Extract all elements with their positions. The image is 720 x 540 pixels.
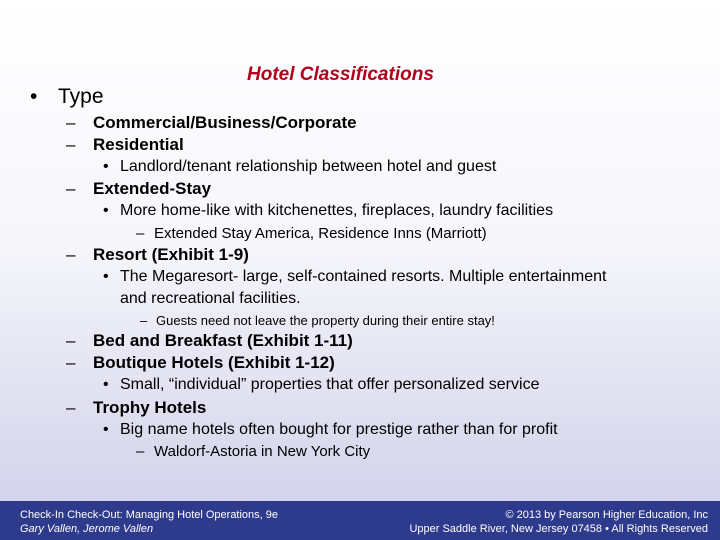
- list-item-residential: [66, 135, 184, 155]
- type-bullet: [30, 85, 104, 109]
- bullet-dot: •: [103, 268, 109, 285]
- slide-title: Hotel Classifications: [247, 64, 434, 85]
- item-text: and recreational facilities.: [120, 290, 301, 307]
- item-text: Extended-Stay: [93, 179, 212, 198]
- list-item-resort: [66, 245, 249, 265]
- dash-mark: –: [66, 398, 76, 417]
- list-subitem-home-like: [103, 202, 553, 220]
- list-subitem-megaresort-cont: [120, 290, 301, 308]
- item-text: More home-like with kitchenettes, fireplaces, laundry facilities: [120, 202, 554, 219]
- item-text: Trophy Hotels: [93, 398, 207, 417]
- list-subitem-megaresort: [103, 268, 606, 286]
- publisher-address: Upper Saddle River, New Jersey 07458 • All Rights Reserved: [409, 523, 708, 535]
- item-text: Resort (Exhibit 1-9): [93, 245, 249, 264]
- type-label: Type: [58, 85, 104, 108]
- list-item-trophy: [66, 398, 206, 418]
- list-subitem-small-individual: [103, 376, 539, 394]
- slide-footer: [0, 501, 720, 540]
- bullet-dot: •: [103, 158, 109, 175]
- dash-mark: –: [66, 353, 76, 372]
- list-item-boutique: [66, 353, 335, 373]
- item-text: Commercial/Business/Corporate: [93, 113, 357, 132]
- dash-mark: –: [136, 443, 145, 460]
- dash-mark: –: [66, 245, 76, 264]
- dash-mark: –: [66, 113, 76, 132]
- list-item-commercial: [66, 113, 357, 133]
- bullet-dot: •: [103, 421, 109, 438]
- copyright-text: © 2013 by Pearson Higher Education, Inc: [505, 509, 708, 521]
- bullet-dot: •: [103, 376, 109, 393]
- list-subitem-landlord: [103, 158, 496, 176]
- item-text: Small, “individual” properties that offer personalized service: [120, 376, 540, 393]
- list-subsubitem-extended-brands: [136, 225, 487, 242]
- footer-right: [409, 508, 708, 536]
- list-item-extended-stay: [66, 179, 211, 199]
- dash-mark: –: [66, 179, 76, 198]
- item-text: Extended Stay America, Residence Inns (Marriott): [154, 225, 487, 242]
- list-subitem-big-name: [103, 421, 558, 439]
- dash-mark: –: [66, 135, 76, 154]
- bullet-dot: •: [30, 85, 38, 108]
- list-subsubitem-guests: [140, 313, 495, 328]
- item-text: Landlord/tenant relationship between hotel and guest: [120, 158, 497, 175]
- item-text: Guests need not leave the property during their entire stay!: [156, 313, 495, 328]
- list-subsubitem-waldorf: [136, 443, 370, 460]
- item-text: Boutique Hotels (Exhibit 1-12): [93, 353, 335, 372]
- item-text: Residential: [93, 135, 184, 154]
- item-text: Big name hotels often bought for prestige rather than for profit: [120, 421, 558, 438]
- item-text: The Megaresort- large, self-contained resorts. Multiple entertainment: [120, 268, 607, 285]
- dash-mark: –: [136, 225, 145, 242]
- item-text: Bed and Breakfast (Exhibit 1-11): [93, 331, 353, 350]
- footer-left: [20, 508, 278, 536]
- book-title: Check-In Check-Out: Managing Hotel Operations, 9e: [20, 509, 279, 521]
- bullet-dot: •: [103, 202, 109, 219]
- dash-mark: –: [66, 331, 76, 350]
- list-item-bed-breakfast: [66, 331, 353, 351]
- dash-mark: –: [140, 313, 148, 328]
- book-authors: Gary Vallen, Jerome Vallen: [20, 523, 154, 535]
- item-text: Waldorf-Astoria in New York City: [154, 443, 371, 460]
